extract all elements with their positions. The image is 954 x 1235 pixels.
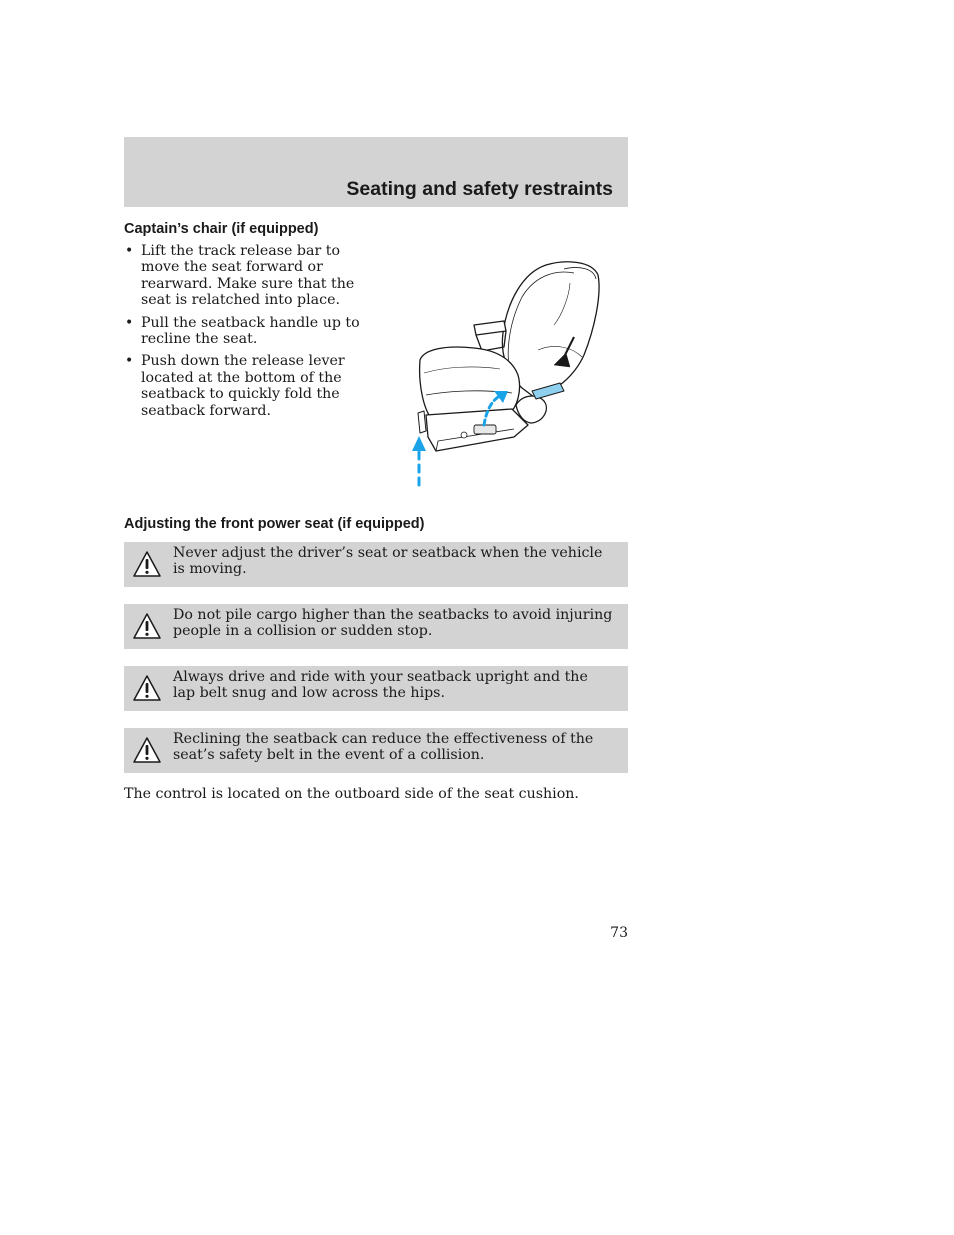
warning-box — [124, 604, 628, 649]
warning-triangle-icon — [132, 550, 162, 578]
bullet-text: Lift the track release bar to move the seat forward or rearward. Make sure that the seat is relatched into place. — [141, 243, 355, 309]
warning-text: Reclining the seatback can reduce the effectiveness of the seat’s safety belt in the event of a collision. — [173, 731, 594, 764]
warning-triangle-icon — [132, 674, 162, 702]
warning-text: Do not pile cargo higher than the seatbacks to avoid injuring people in a collision or sudden stop. — [173, 607, 613, 640]
power-seat-heading: Adjusting the front power seat (if equipped) — [124, 516, 425, 532]
bullet-text: Push down the release lever located at the bottom of the seatback to quickly fold the seatback forward. — [141, 353, 345, 419]
captains-chair-seat-illustration — [404, 255, 614, 490]
warning-box — [124, 542, 628, 587]
warning-triangle-icon — [132, 612, 162, 640]
page-number: 73 — [610, 925, 628, 941]
bullet-text: Pull the seatback handle up to recline the seat. — [141, 314, 360, 348]
section-header-band — [124, 137, 628, 207]
warning-box — [124, 666, 628, 711]
control-location-text: The control is located on the outboard side of the seat cushion. — [124, 786, 579, 802]
section-title: Seating and safety restraints — [346, 178, 613, 200]
list-item: • Pull the seatback handle up to recline the seat. — [125, 314, 360, 348]
warning-box — [124, 728, 628, 773]
warning-text: Never adjust the driver’s seat or seatback when the vehicle is moving. — [173, 545, 603, 578]
warning-triangle-icon — [132, 736, 162, 764]
captains-chair-heading: Captain’s chair (if equipped) — [124, 221, 319, 237]
captains-chair-bullet-list — [124, 243, 379, 425]
list-item: • Push down the release lever located at the bottom of the seatback to quickly fold the seatback forward. — [125, 353, 345, 419]
list-item: • Lift the track release bar to move the seat forward or rearward. Make sure that the seat is relatched into place. — [125, 243, 355, 309]
warning-text: Always drive and ride with your seatback upright and the lap belt snug and low across the hips. — [173, 669, 588, 702]
seat-illustration-svg — [404, 255, 614, 490]
